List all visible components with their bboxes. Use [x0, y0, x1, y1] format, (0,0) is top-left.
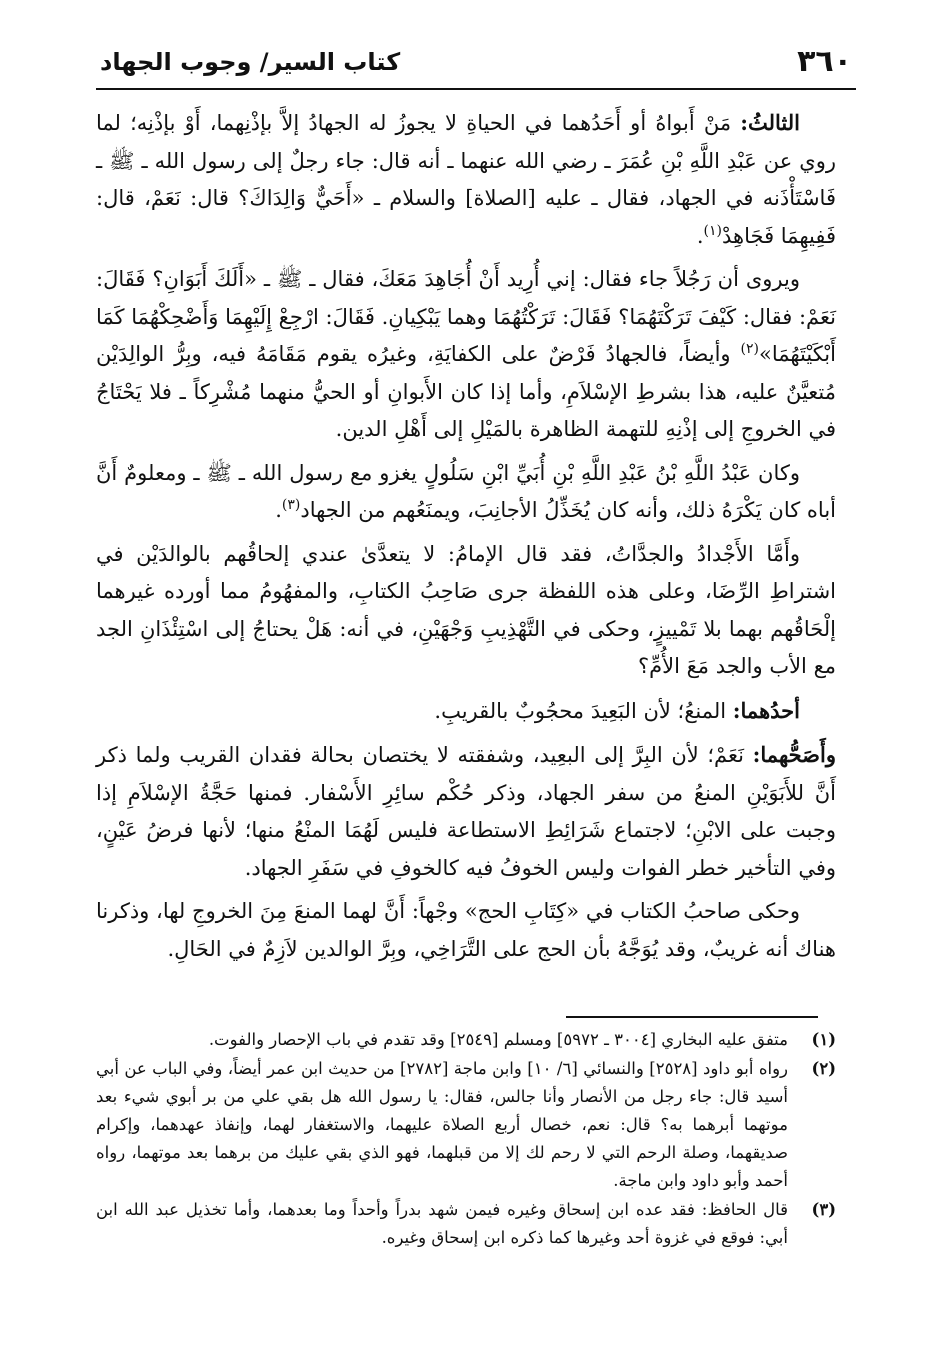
paragraph-text: وكان عَبْدُ اللَّهِ بْنُ عَبْدِ اللَّهِ بْنِ أُبَيِّ ابْنِ سَلُولٍ يغزو مع رسول الله ـ ﷺ ـ ومعلومٌ أَنَّ أباه كان يَكْرَهُ ذلك، وأنه كان يُخَذِّلُ الأجانِبَ، ويمنَعُهم من الجهاد: [96, 460, 836, 522]
footnote-number: (٣): [811, 1200, 836, 1219]
running-title: كتاب السير/ وجوب الجهاد: [100, 48, 401, 76]
paragraph-grandparents: [96, 536, 836, 686]
paragraph-tail: وأيضاً، فالجهادُ فَرْضٌ على الكفايَةِ، وغيرُه يقوم مَقَامَهُ فيه، وبِرُّ الوالِدَيْن مُتعيَّنٌ عليه، هذا بشرطِ الإسْلاَمِ، وأما إذا كان الأَبوانِ أو الحيُّ منهما مُشْرِكاً ـ فلا يَحْتَاجُ في الخروجِ إلى إذْنِهِ للتهمة الظاهرة بالمَيْلِ إلى أَهْلِ الدين.: [96, 342, 836, 441]
footnote-separator: [566, 1016, 818, 1018]
paragraph-text: مَنْ أَبواهُ أو أَحَدُهما في الحياةِ لا يجوزُ له الجهادُ إلاَّ بإذْنِهما، أَوْ بإذْنِه؛ لما روي عن عَبْدِ اللَّهِ بْنِ عُمَرَ ـ رضي الله عنهما ـ أنه قال: جاء رجلٌ إلى رسول الله ـ ﷺ ـ فَاسْتَأْذَنه في الجهاد، فقال ـ عليه [الصلاة] والسلام ـ «أَحَيٌّ وَالِدَاكَ؟ قال: نَعَمْ، قال: فَفِيهِمَا فَجَاهِدْ: [96, 111, 836, 248]
paragraph-hadith-two: [96, 261, 836, 449]
footnote-2: [96, 1055, 836, 1195]
paragraph-text: ويروى أن رَجُلاً جاء فقال: إني أُرِيد أَنْ أُجَاهِدَ مَعَكَ، فقال ـ ﷺ ـ «أَلَكَ أَبَوَانِ؟ فَقَالَ: نَعَمْ: فقال: كَيْفَ تَرَكْتَهُمَا؟ فَقَالَ: تَرَكْتُهُمَا وهما يَبْكِيانِ. فَقَالَ: ارْجِعْ إِلَيْهِمَا وَأَضْحِكْهُمَا كَمَا أَبْكَيْتَهُمَا»: [96, 267, 836, 366]
paragraph-tail: .: [275, 498, 282, 522]
paragraph-lead: أحدُهما:: [732, 697, 800, 723]
page-number: ٣٦٠: [797, 44, 852, 79]
paragraph-correct-view: [96, 736, 836, 887]
footnotes: [96, 1026, 836, 1253]
page-header: [96, 38, 856, 90]
footnote-number: (١): [811, 1030, 836, 1049]
footnote-text: متفق عليه البخاري [٣٠٠٤ ـ ٥٩٧٢] ومسلم [٢٥٤٩] وقد تقدم في باب الإحصار والفوت.: [208, 1030, 788, 1049]
footnote-3: [96, 1196, 836, 1252]
paragraph-abdullah: [96, 455, 836, 530]
footnote-text: رواه أبو داود [٢٥٢٨] والنسائي [٦/ ١٠] وابن ماجة [٢٧٨٢] من حديث ابن عمر أيضاً، وفي الباب عن أبي أسيد قال: جاء رجل من الأنصار وأنا جالس، فقال: يا رسول الله هل بقي علي من بر أبوي شيء بعد موتهما أبرهما به؟ قال: نعم، خصال أربع الصلاة عليهما، والاستغفار لهما، وإنفاذ عهدهما، وإكرام صديقهما، وصلة الرحم التي لا رحم لك إلا من قبلهما، فهو الذي بقي عليك من برهما بعد موتهما، رواه أحمد وأبو داود وابن ماجة.: [96, 1059, 789, 1190]
paragraph-text: وحكى صاحبُ الكتاب في «كِتَابِ الحج» وجْهاً: أَنَّ لهما المنعَ مِنَ الخروجِ لها، وذكرنا هناك أنه غريبٌ، وقد يُوَجَّهُ بأن الحج على التَّرَاخِي، وبِرَّ الوالدين لاَزِمٌ في الحَالِ.: [96, 899, 836, 961]
main-text: [96, 104, 836, 974]
paragraph-hajj: [96, 893, 836, 968]
paragraph-lead: وأَصَحُّهما:: [752, 742, 836, 767]
footnote-number: (٢): [811, 1059, 836, 1078]
paragraph-lead: الثالثُ:: [740, 110, 800, 135]
footnote-ref-2[interactable]: (٢): [740, 341, 759, 357]
footnote-ref-1[interactable]: (١): [703, 222, 723, 239]
paragraph-text: نَعَمْ؛ لأن البِرَّ إلى البعِيد، وشفقته لا يختصان بحالة فقدان القريب ولما ذكر أَنَّ للأَبَوَيْنِ المنعُ من سفر الجهاد، وذكر حُكْم سائِرِ الأَسْفار. فمنها حَجَّةُ الإسْلاَمِ إذا وجبت على الابْنِ؛ لاجتماع شَرَائِطِ الاستطاعة فليس لَهُمَا المنْعُ منها؛ لأنها فرضُ عَيْنٍ، وفي التأخير خطر الفوات وليس الخوفُ فيه كالخوفِ في سَفَرِ الجهاد.: [96, 743, 836, 880]
paragraph-text: وأَمَّا الأَجْدادُ والجدَّاتُ، فقد قال الإمامُ: لا يتعدَّىٰ عندي إلحاقُهم بالوالدَيْن في اشتراطِ الرِّضَا، وعلى هذه اللفظة جرى صَاحِبُ الكتابِ، والمفهُومُ مما أورده غيرهما إلْحَاقُهم بهما بلا تَمْييزٍ، وحكى في التَّهْذِيبِ وَجْهَيْنِ، في أنه: هَلْ يحتاجُ إلى اسْتِئْذَانِ الجد مع الأب والجد مَعَ الأُمِّ؟: [96, 541, 836, 678]
footnote-ref-3[interactable]: (٣): [281, 497, 301, 513]
paragraph-third-condition: [96, 104, 836, 255]
footnote-text: قال الحافظ: فقد عده ابن إسحاق وغيره فيمن شهد بدراً وأحداً وما بعدهما، وأما تخذيل عبد الله ابن أبي: فوقع في غزوة أحد وغيرها كما ذكره ابن إسحاق وغيره.: [96, 1200, 788, 1247]
paragraph-tail: .: [696, 223, 704, 248]
paragraph-first-view: [96, 692, 836, 731]
footnote-1: [96, 1026, 836, 1054]
paragraph-text: المنعُ؛ لأن البَعِيدَ محجُوبٌ بالقريبِ.: [434, 698, 733, 723]
